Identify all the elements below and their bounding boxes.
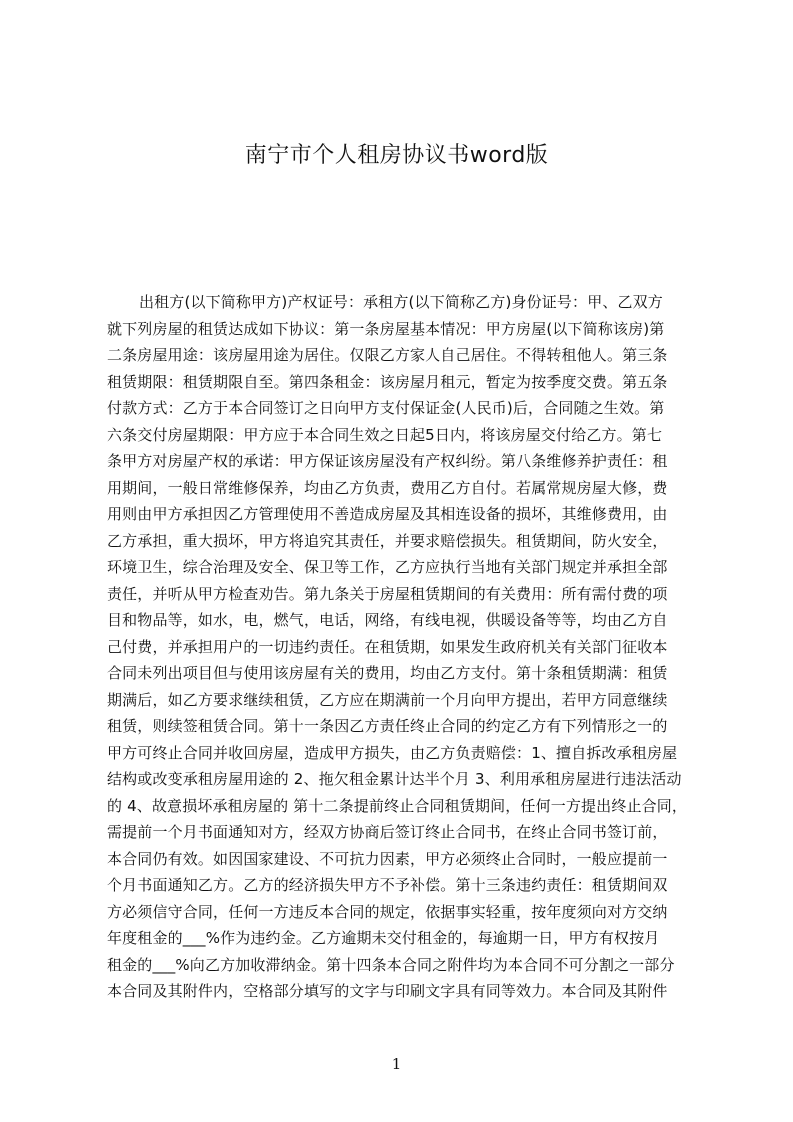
- body-line: 年度租金的___%作为违约金。乙方逾期未交付租金的，每逾期一日，甲方有权按月: [107, 929, 660, 947]
- body-line: 出租方(以下简称甲方)产权证号：承租方(以下简称乙方)身份证号：甲、乙双方: [139, 293, 663, 311]
- body-line: 本合同仍有效。如因国家建设、不可抗力因素，甲方必须终止合同时，一般应提前一: [107, 849, 668, 868]
- body-line: 环境卫生，综合治理及安全、保卫等工作，乙方应执行当地有关部门规定并承担全部: [107, 558, 668, 576]
- body-line: 条甲方对房屋产权的承诺：甲方保证该房屋没有产权纠纷。第八条维修养护责任：租: [107, 452, 668, 470]
- body-line: 二条房屋用途：该房屋用途为居住。仅限乙方家人自己居住。不得转租他人。第三条: [107, 346, 668, 364]
- body-line: 个月书面通知乙方。乙方的经济损失甲方不予补偿。第十三条违约责任：租赁期间双: [107, 876, 668, 894]
- body-line: 己付费，并承担用户的一切违约责任。在租赁期，如果发生政府机关有关部门征收本: [107, 637, 668, 656]
- body-line: 租赁期限：租赁期限自至。第四条租金：该房屋月租元，暂定为按季度交费。第五条: [107, 372, 668, 391]
- body-line: 用期间，一般日常维修保养，均由乙方负责，费用乙方自付。若属常规房屋大修，费: [107, 478, 668, 497]
- body-line: 责任，并听从甲方检查劝告。第九条关于房屋租赁期间的有关费用：所有需付费的项: [107, 584, 668, 603]
- body-line: 方必须信守合同，任何一方违反本合同的规定，依据事实轻重，按年度须向对方交纳: [107, 902, 668, 921]
- document-body: [107, 289, 697, 1005]
- body-line: 租金的___%向乙方加收滞纳金。第十四条本合同之附件均为本合同不可分割之一部分: [107, 955, 675, 974]
- body-line: 乙方承担，重大损坏，甲方将追究其责任，并要求赔偿损失。租赁期间，防火安全，: [107, 531, 668, 550]
- body-line: 结构或改变承租房屋用途的 2、拖欠租金累计达半个月 3、利用承租房屋进行违法活动: [107, 770, 682, 788]
- body-line: 本合同及其附件内，空格部分填写的文字与印刷文字具有同等效力。本合同及其附件: [107, 982, 668, 1000]
- body-line: 合同未列出项目但与使用该房屋有关的费用，均由乙方支付。第十条租赁期满：租赁: [107, 664, 668, 682]
- body-line: 就下列房屋的租赁达成如下协议：第一条房屋基本情况：甲方房屋(以下简称该房)第: [107, 319, 665, 338]
- body-line: 六条交付房屋期限：甲方应于本合同生效之日起5日内，将该房屋交付给乙方。第七: [107, 425, 663, 444]
- body-line: 的 4、故意损坏承租房屋的 第十二条提前终止合同租赁期间，任何一方提出终止合同，: [107, 796, 688, 815]
- body-line: 目和物品等，如水，电，燃气，电话，网络，有线电视，供暖设备等等，均由乙方自: [107, 611, 668, 629]
- body-line: 需提前一个月书面通知对方，经双方协商后签订终止合同书，在终止合同书签订前，: [107, 823, 668, 841]
- body-line: 付款方式：乙方于本合同签订之日向甲方支付保证金(人民币)后，合同随之生效。第: [107, 399, 665, 417]
- body-line: 甲方可终止合同并收回房屋，造成甲方损失，由乙方负责赔偿：1、擅自拆改承租房屋: [107, 743, 678, 762]
- page-number: 1: [391, 1055, 402, 1073]
- body-line: 用则由甲方承担因乙方管理使用不善造成房屋及其相连设备的损坏，其维修费用，由: [107, 505, 668, 523]
- body-line: 期满后，如乙方要求继续租赁，乙方应在期满前一个月向甲方提出，若甲方同意继续: [107, 690, 668, 709]
- body-line: 租赁，则续签租赁合同。第十一条因乙方责任终止合同的约定乙方有下列情形之一的: [107, 717, 668, 735]
- document-title: 南宁市个人租房协议书word版: [244, 143, 549, 168]
